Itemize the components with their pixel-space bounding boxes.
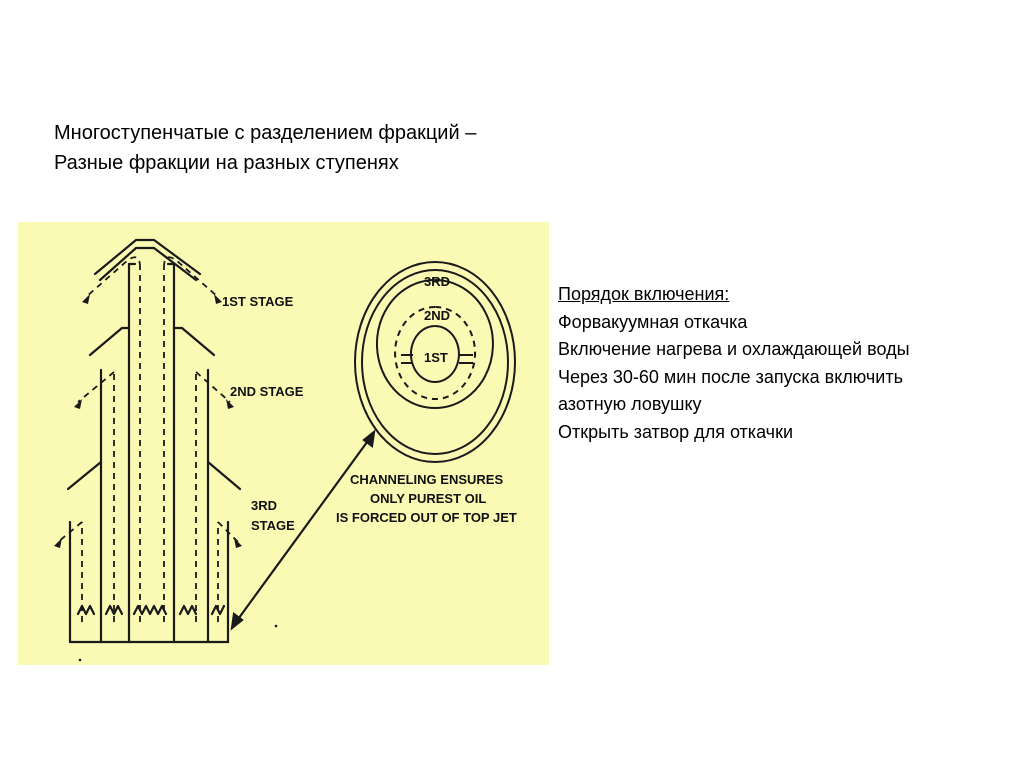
step-item: Включение нагрева и охлаждающей воды	[558, 339, 910, 359]
ring-label-3rd: 3RD	[424, 274, 451, 289]
scan-speck	[79, 659, 82, 662]
diffusion-pump-diagram	[18, 222, 549, 665]
channeling-caption-line2: ONLY PUREST OIL	[370, 491, 487, 506]
step-item: Через 30-60 мин после запуска включить	[558, 366, 903, 387]
stage3-label-line1: 3RD	[251, 498, 278, 513]
channeling-caption-line1: CHANNELING ENSURES	[350, 472, 504, 487]
slide-title	[54, 118, 476, 178]
step-item: Форвакуумная откачка	[558, 311, 748, 332]
ring-label-1st: 1ST	[424, 350, 448, 365]
stage1-label: 1ST STAGE	[222, 294, 294, 309]
title-line-1: Многоступенчатые с разделением фракций –	[54, 122, 477, 144]
scan-speck	[275, 625, 278, 628]
channeling-caption-line3: IS FORCED OUT OF TOP JET	[336, 510, 517, 525]
ring-label-2nd: 2ND	[424, 308, 451, 323]
step-item: азотную ловушку	[558, 394, 702, 414]
stage3-label-line2: STAGE	[251, 518, 295, 533]
stage2-label: 2ND STAGE	[230, 384, 304, 399]
step-item: Открыть затвор для откачки	[558, 421, 793, 442]
startup-steps	[558, 281, 910, 446]
title-line-2: Разные фракции на разных ступенях	[54, 152, 399, 174]
steps-heading: Порядок включения:	[558, 284, 730, 304]
